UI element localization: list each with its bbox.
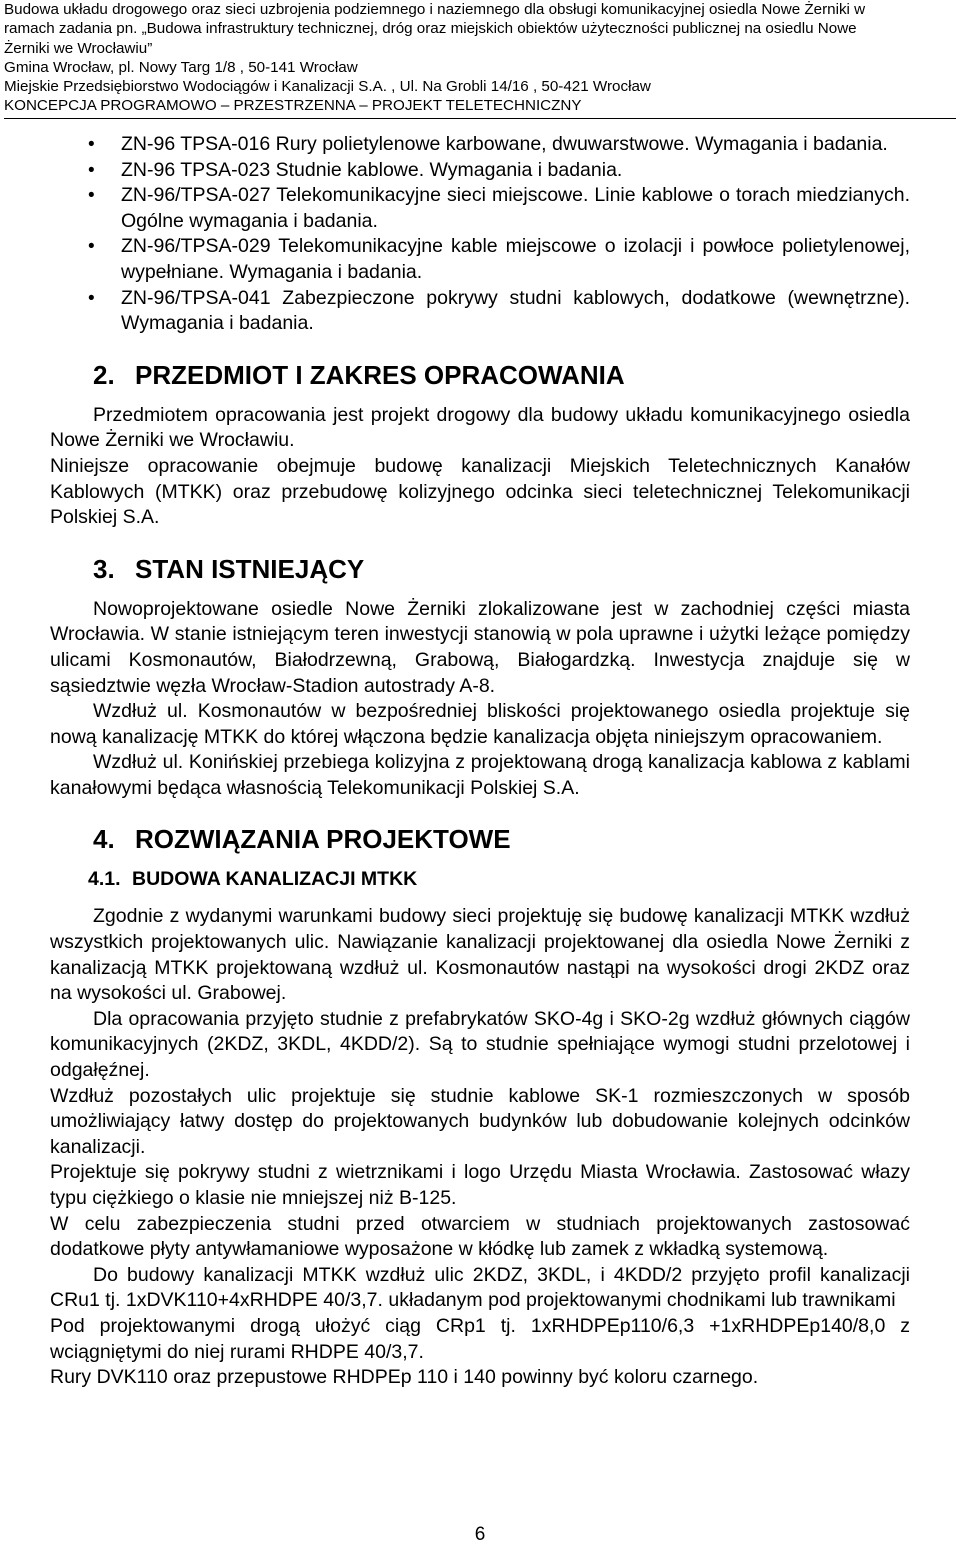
section-3-paragraph-3: Wzdłuż ul. Konińskiej przebiega kolizyjna z projektowaną drogą kanalizacja kablowa z kablami kanałowymi będąca własnością Telekomunikacji Polskiej S.A. (50, 751, 910, 799)
page-number: 6 (474, 1524, 486, 1545)
section-3-paragraph-2: Wzdłuż ul. Kosmonautów w bezpośredniej bliskości projektowanego osiedla projektuje się nową kanalizację MTKK do której włączona będzie kanalizacja objęta niniejszym opracowaniem. (50, 700, 910, 748)
section-3-heading: 3. STAN ISTNIEJĄCY (93, 553, 365, 584)
list-item: • ZN-96/TPSA-041 Zabezpieczone pokrywy studni kablowych, dodatkowe (wewnętrzne). Wymagania i badania. (88, 286, 910, 335)
bullet-icon: • (88, 287, 95, 309)
section-2-paragraph-2: Niniejsze opracowanie obejmuje budowę kanalizacji Miejskich Teletechnicznych Kanałów Kablowych (MTKK) oraz przebudowę kolizyjnego odcinka sieci teletechnicznej Telekomunikacji Polskiej S.A. (50, 454, 910, 529)
list-item: • ZN-96 TPSA-023 Studnie kablowe. Wymagania i badania. (50, 158, 910, 184)
header-line-4: Gmina Wrocław, pl. Nowy Targ 1/8 , 50-141 Wrocław (4, 58, 358, 76)
list-item: • ZN-96/TPSA-029 Telekomunikacyjne kable miejscowe o izolacji i powłoce polietylenowej, wypełniane. Wymagania i badania. (88, 235, 910, 283)
section-4-1-heading: 4.1. BUDOWA KANALIZACJI MTKK (88, 868, 418, 891)
section-4-paragraph-4: Projektuje się pokrywy studni z wietrznikami i logo Urzędu Miasta Wrocławia. Zastosować włazy typu ciężkiego o klasie nie mniejszej niż B-125. (50, 1161, 910, 1209)
section-4-paragraph-8: Rury DVK110 oraz przepustowe RHDPEp 110 i 140 powinny być koloru czarnego. (50, 1366, 759, 1389)
header-line-6: KONCEPCJA PROGRAMOWO – PRZESTRZENNA – PROJEKT TELETECHNICZNY (4, 97, 582, 115)
section-4-paragraph-7: Pod projektowanymi drogą ułożyć ciąg CRp1 tj. 1xRHDPEp110/6,3 +1xRHDPEp140/8,0 z wciągniętymi do niej rurami RHDPE 40/3,7. (50, 1314, 910, 1363)
standards-list (50, 132, 910, 337)
header-line-3: Żerniki we Wrocławiu” (4, 39, 153, 57)
section-4-paragraph-1: Zgodnie z wydanymi warunkami budowy sieci projektuję się budowę kanalizacji MTKK wzdłuż wszystkich projektowanych ulic. Nawiązanie kanalizacji projektowanej dla osiedla Nowe Żerniki z kanalizacją MTKK projektowaną wzdłuż ul. Kosmonautów nastąpi na wysokości drogi 2KDZ oraz na wysokości ul. Grabowej. (50, 905, 910, 1005)
header-line-2: ramach zadania pn. „Budowa infrastruktury technicznej, dróg oraz miejskich obiektów użyteczności publicznej na osiedlu Nowe (4, 20, 857, 38)
bullet-icon: • (88, 185, 95, 207)
section-4-paragraph-6: Do budowy kanalizacji MTKK wzdłuż ulic 2KDZ, 3KDL, i 4KDD/2 przyjęto profil kanalizacji CRu1 tj. 1xDVK110+4xRHDPE 40/3,7. układanym pod projektowanymi chodnikami lub trawnikami (50, 1263, 910, 1312)
section-3-paragraph-1: Nowoprojektowane osiedle Nowe Żerniki zlokalizowane jest w zachodniej części miasta Wrocławia. W stanie istniejącym teren inwestycji stanowią w pola uprawne i użytki leżące pomiędzy ulicami Kosmonautów, Białodrzewną, Grabową, Białogardzką. Inwestycja znajduje się w sąsiedztwie węzła Wrocław-Stadion autostrady A-8. (50, 597, 910, 697)
bullet-icon: • (88, 236, 95, 258)
section-4-heading: 4. ROZWIĄZANIA PROJEKTOWE (93, 824, 511, 855)
section-4-paragraph-5: W celu zabezpieczenia studni przed otwarciem w studniach projektowanych zastosować dodatkowe płyty antywłamaniowe wyposażone w kłódkę lub zamek z wkładką systemową. (50, 1212, 910, 1261)
header-line-1: Budowa układu drogowego oraz sieci uzbrojenia podziemnego i naziemnego dla obsługi komunikacyjnej osiedla Nowe Żerniki w (4, 1, 866, 18)
document-body (50, 132, 910, 1391)
list-item: • ZN-96 TPSA-016 Rury polietylenowe karbowane, dwuwarstwowe. Wymagania i badania. (50, 132, 910, 158)
section-2-heading: 2. PRZEDMIOT I ZAKRES OPRACOWANIA (93, 359, 625, 390)
bullet-icon: • (88, 134, 95, 155)
header-line-5: Miejskie Przedsiębiorstwo Wodociągów i Kanalizacji S.A. , Ul. Na Grobli 14/16 , 50-421 Wrocław (4, 78, 651, 96)
section-4-paragraph-2: Dla opracowania przyjęto studnie z prefabrykatów SKO-4g i SKO-2g wzdłuż głównych ciągów komunikacyjnych (2KDZ, 3KDL, 4KDD/2). Są to studnie spełniające wymogi studni przelotowej i odgałęźnej. (50, 1007, 910, 1082)
document-header (4, 0, 956, 119)
list-item: • ZN-96/TPSA-027 Telekomunikacyjne sieci miejscowe. Linie kablowe o torach miedzianych. Ogólne wymagania i badania. (88, 184, 910, 232)
bullet-icon: • (88, 159, 95, 181)
section-2-paragraph-1: Przedmiotem opracowania jest projekt drogowy dla budowy układu komunikacyjnego osiedla Nowe Żerniki we Wrocławiu. (50, 403, 910, 452)
section-4-paragraph-3: Wzdłuż pozostałych ulic projektuje się studnie kablowe SK-1 rozmieszczonych w sposób umożliwiający łatwy dostęp do projektowanych budynków lub dobudowanie kolejnych odcinków kanalizacji. (50, 1084, 910, 1158)
